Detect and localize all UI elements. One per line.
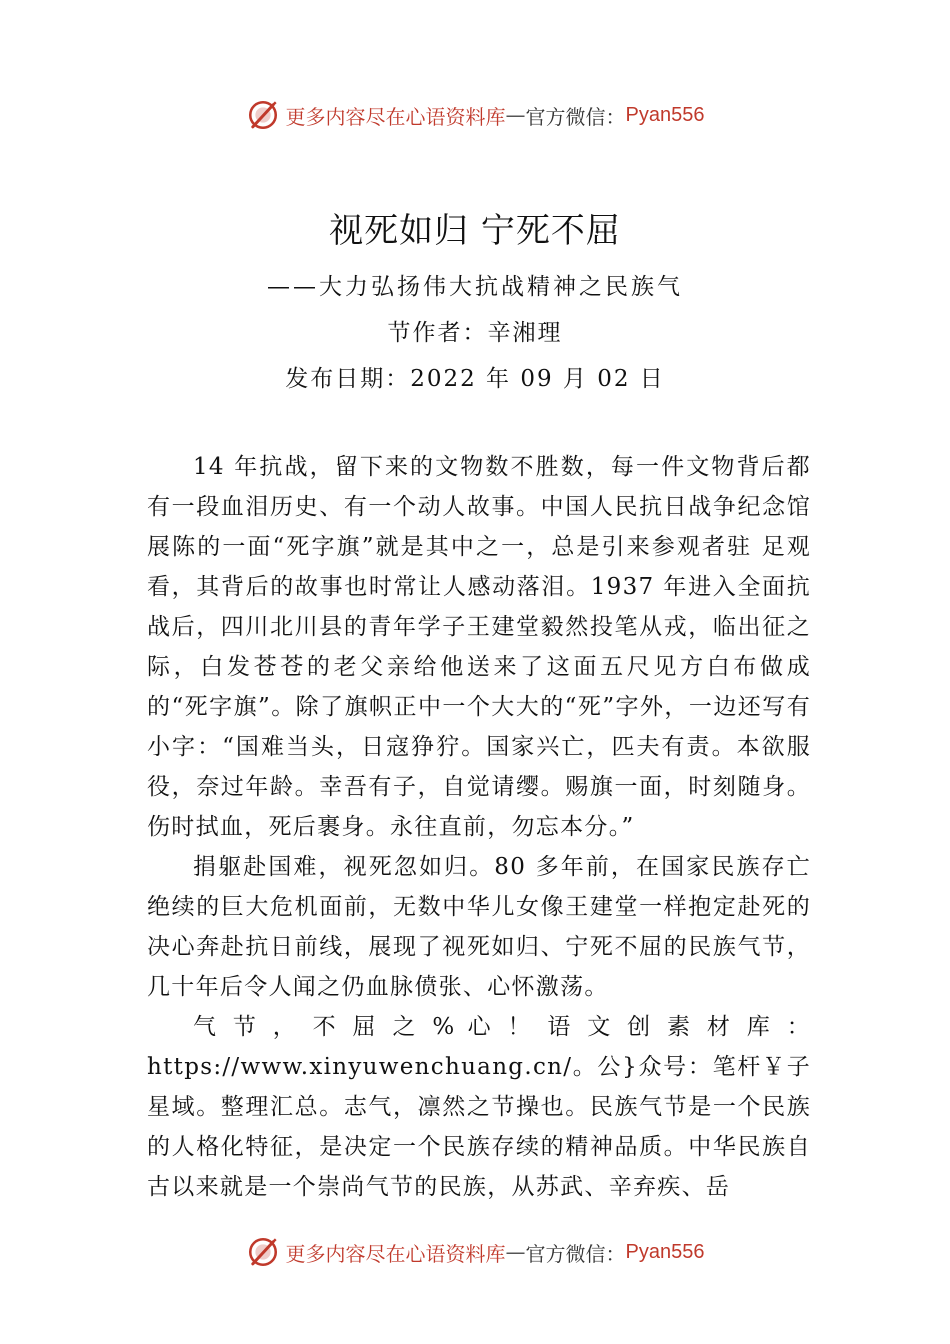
- article-author: 节作者：辛湘理: [387, 320, 563, 346]
- paragraph: 捐躯赴国难，视死忽如归。80 多年前，在国家民族存亡绝续的巨大危机面前，无数中华儿女像王建堂一样抱定赴死的决心奔赴抗日前线，展现了视死如归、宁死不屈的民族气节，几十年后令人闻之仍血脉偾张、心怀激荡。: [147, 854, 811, 1000]
- wechat-label: 官方微信：: [525, 1241, 626, 1266]
- wechat-id: Pyan556: [625, 103, 705, 126]
- site-name: 更多内容尽在心语资料库: [285, 1241, 506, 1266]
- site-name: 更多内容尽在心语资料库: [285, 104, 506, 129]
- article-subtitle: ——大力弘扬伟大抗战精神之民族气: [267, 274, 683, 300]
- banner-separator: —: [505, 1240, 526, 1264]
- wechat-id: Pyan556: [625, 1240, 705, 1263]
- banner-separator: —: [505, 103, 526, 127]
- paragraph: 14 年抗战，留下来的文物数不胜数，每一件文物背后都有一段血泪历史、有一个动人故事。中国人民抗日战争纪念馆展陈的一面“死字旗”就是其中之一，总是引来参观者驻 足观看，其背后的故事也时常让人感动落泪。1937 年进入全面抗战后，四川北川县的青年学子王建堂毅然投笔从戎，临出征之际，白发苍苍的老父亲给他送来了这面五尺见方白布做成的“死字旗”。除了旗帜正中一个大大的“死”字外，一边还写有小字：“国难当头，日寇狰狞。国家兴亡，匹夫有责。本欲服役，奈过年龄。幸吾有子，自觉请缨。赐旗一面，时刻随身。伤时拭血，死后裹身。永往直前，勿忘本分。”: [147, 454, 811, 840]
- article-body: [147, 447, 811, 1207]
- header-watermark-banner: [0, 95, 950, 135]
- brush-logo-icon: [246, 1235, 280, 1269]
- paragraph: 气 节 ， 不 屈 之 % 心 ！ 语 文 创 素 材 库 ： https://www.xinyuwenchuang.cn/。公}众号：笔杆￥子星域。整理汇总。志气，凛然之节操也。民族气节是一个民族的人格化特征，是决定一个民族存续的精神品质。中华民族自古以来就是一个崇尚气节的民族，从苏武、辛弃疾、岳: [147, 1014, 811, 1200]
- article-title: 视死如归 宁死不屈: [329, 211, 621, 251]
- footer-watermark-banner: [0, 1232, 950, 1272]
- brush-logo-icon: [246, 98, 280, 132]
- publish-date: 发布日期：2022 年 09 月 02 日: [285, 366, 665, 392]
- wechat-label: 官方微信：: [525, 104, 626, 129]
